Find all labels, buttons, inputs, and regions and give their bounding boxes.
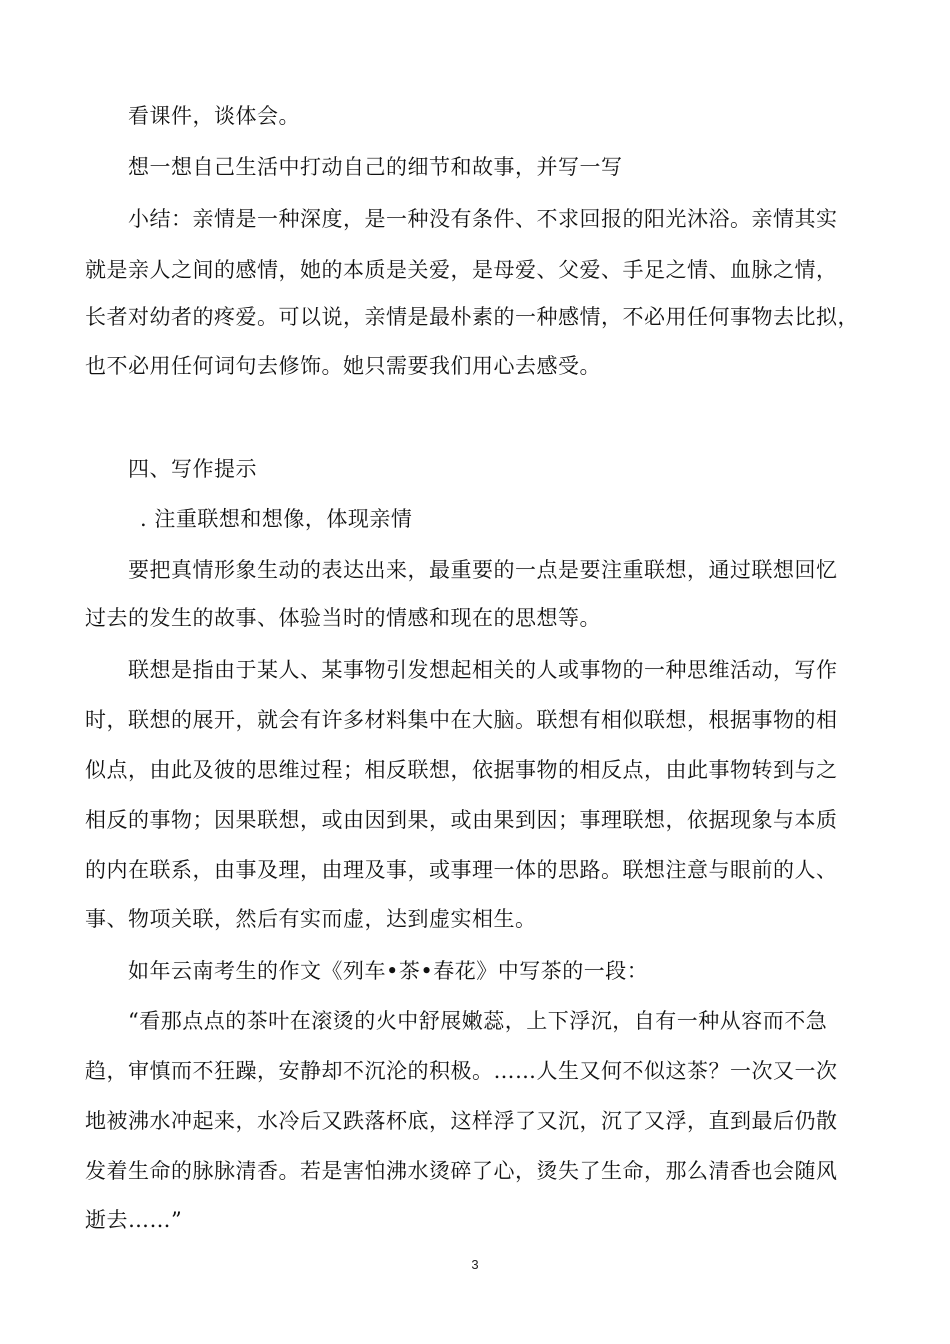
text-line: 想一想自己生活中打动自己的细节和故事，并写一写 [128, 155, 623, 179]
section-heading: 四、写作提示 [128, 457, 257, 481]
paragraph-line: 的内在联系，由事及理，由理及事，或事理一体的思路。联想注意与眼前的人、 [85, 858, 838, 882]
paragraph-line: 相反的事物；因果联想，或由因到果，或由果到因；事理联想，依据现象与本质 [85, 808, 838, 832]
quote-line: 逝去……” [85, 1208, 183, 1232]
quote-line: 地被沸水冲起来，水冷后又跌落杯底，这样浮了又沉，沉了又浮，直到最后仍散 [85, 1109, 838, 1133]
paragraph-line: 事、物项关联，然后有实而虚，达到虚实相生。 [85, 907, 537, 931]
quote-line: 发着生命的脉脉清香。若是害怕沸水烫碎了心，烫失了生命，那么清香也会随风 [85, 1159, 838, 1183]
subsection-heading: . 注重联想和想像，体现亲情 [140, 507, 413, 531]
summary-line: 也不必用任何词句去修饰。她只需要我们用心去感受。 [85, 354, 601, 378]
summary-line: 就是亲人之间的感情，她的本质是关爱，是母爱、父爱、手足之情、血脉之情， [85, 258, 838, 282]
paragraph-line: 联想是指由于某人、某事物引发想起相关的人或事物的一种思维活动，写作 [128, 658, 838, 682]
paragraph-line: 过去的发生的故事、体验当时的情感和现在的思想等。 [85, 606, 601, 630]
quote-line: “看那点点的茶叶在滚烫的火中舒展嫩蕊，上下浮沉，自有一种从容而不急 [128, 1009, 828, 1033]
summary-line: 小结：亲情是一种深度，是一种没有条件、不求回报的阳光沐浴。亲情其实 [128, 207, 838, 231]
paragraph-line: 要把真情形象生动的表达出来，最重要的一点是要注重联想，通过联想回忆 [128, 558, 838, 582]
page-number: 3 [471, 1257, 479, 1272]
paragraph-line: 时，联想的展开，就会有许多材料集中在大脑。联想有相似联想，根据事物的相 [85, 708, 838, 732]
paragraph-line: 如年云南考生的作文《列车•茶•春花》中写茶的一段： [128, 959, 649, 983]
quote-line: 趋，审慎而不狂躁，安静却不沉沦的积极。……人生又何不似这茶？一次又一次 [85, 1059, 838, 1083]
summary-line: 长者对幼者的疼爱。可以说，亲情是最朴素的一种感情，不必用任何事物去比拟， [85, 305, 859, 329]
text-line: 看课件，谈体会。 [128, 104, 300, 128]
paragraph-line: 似点，由此及彼的思维过程；相反联想，依据事物的相反点，由此事物转到与之 [85, 758, 838, 782]
